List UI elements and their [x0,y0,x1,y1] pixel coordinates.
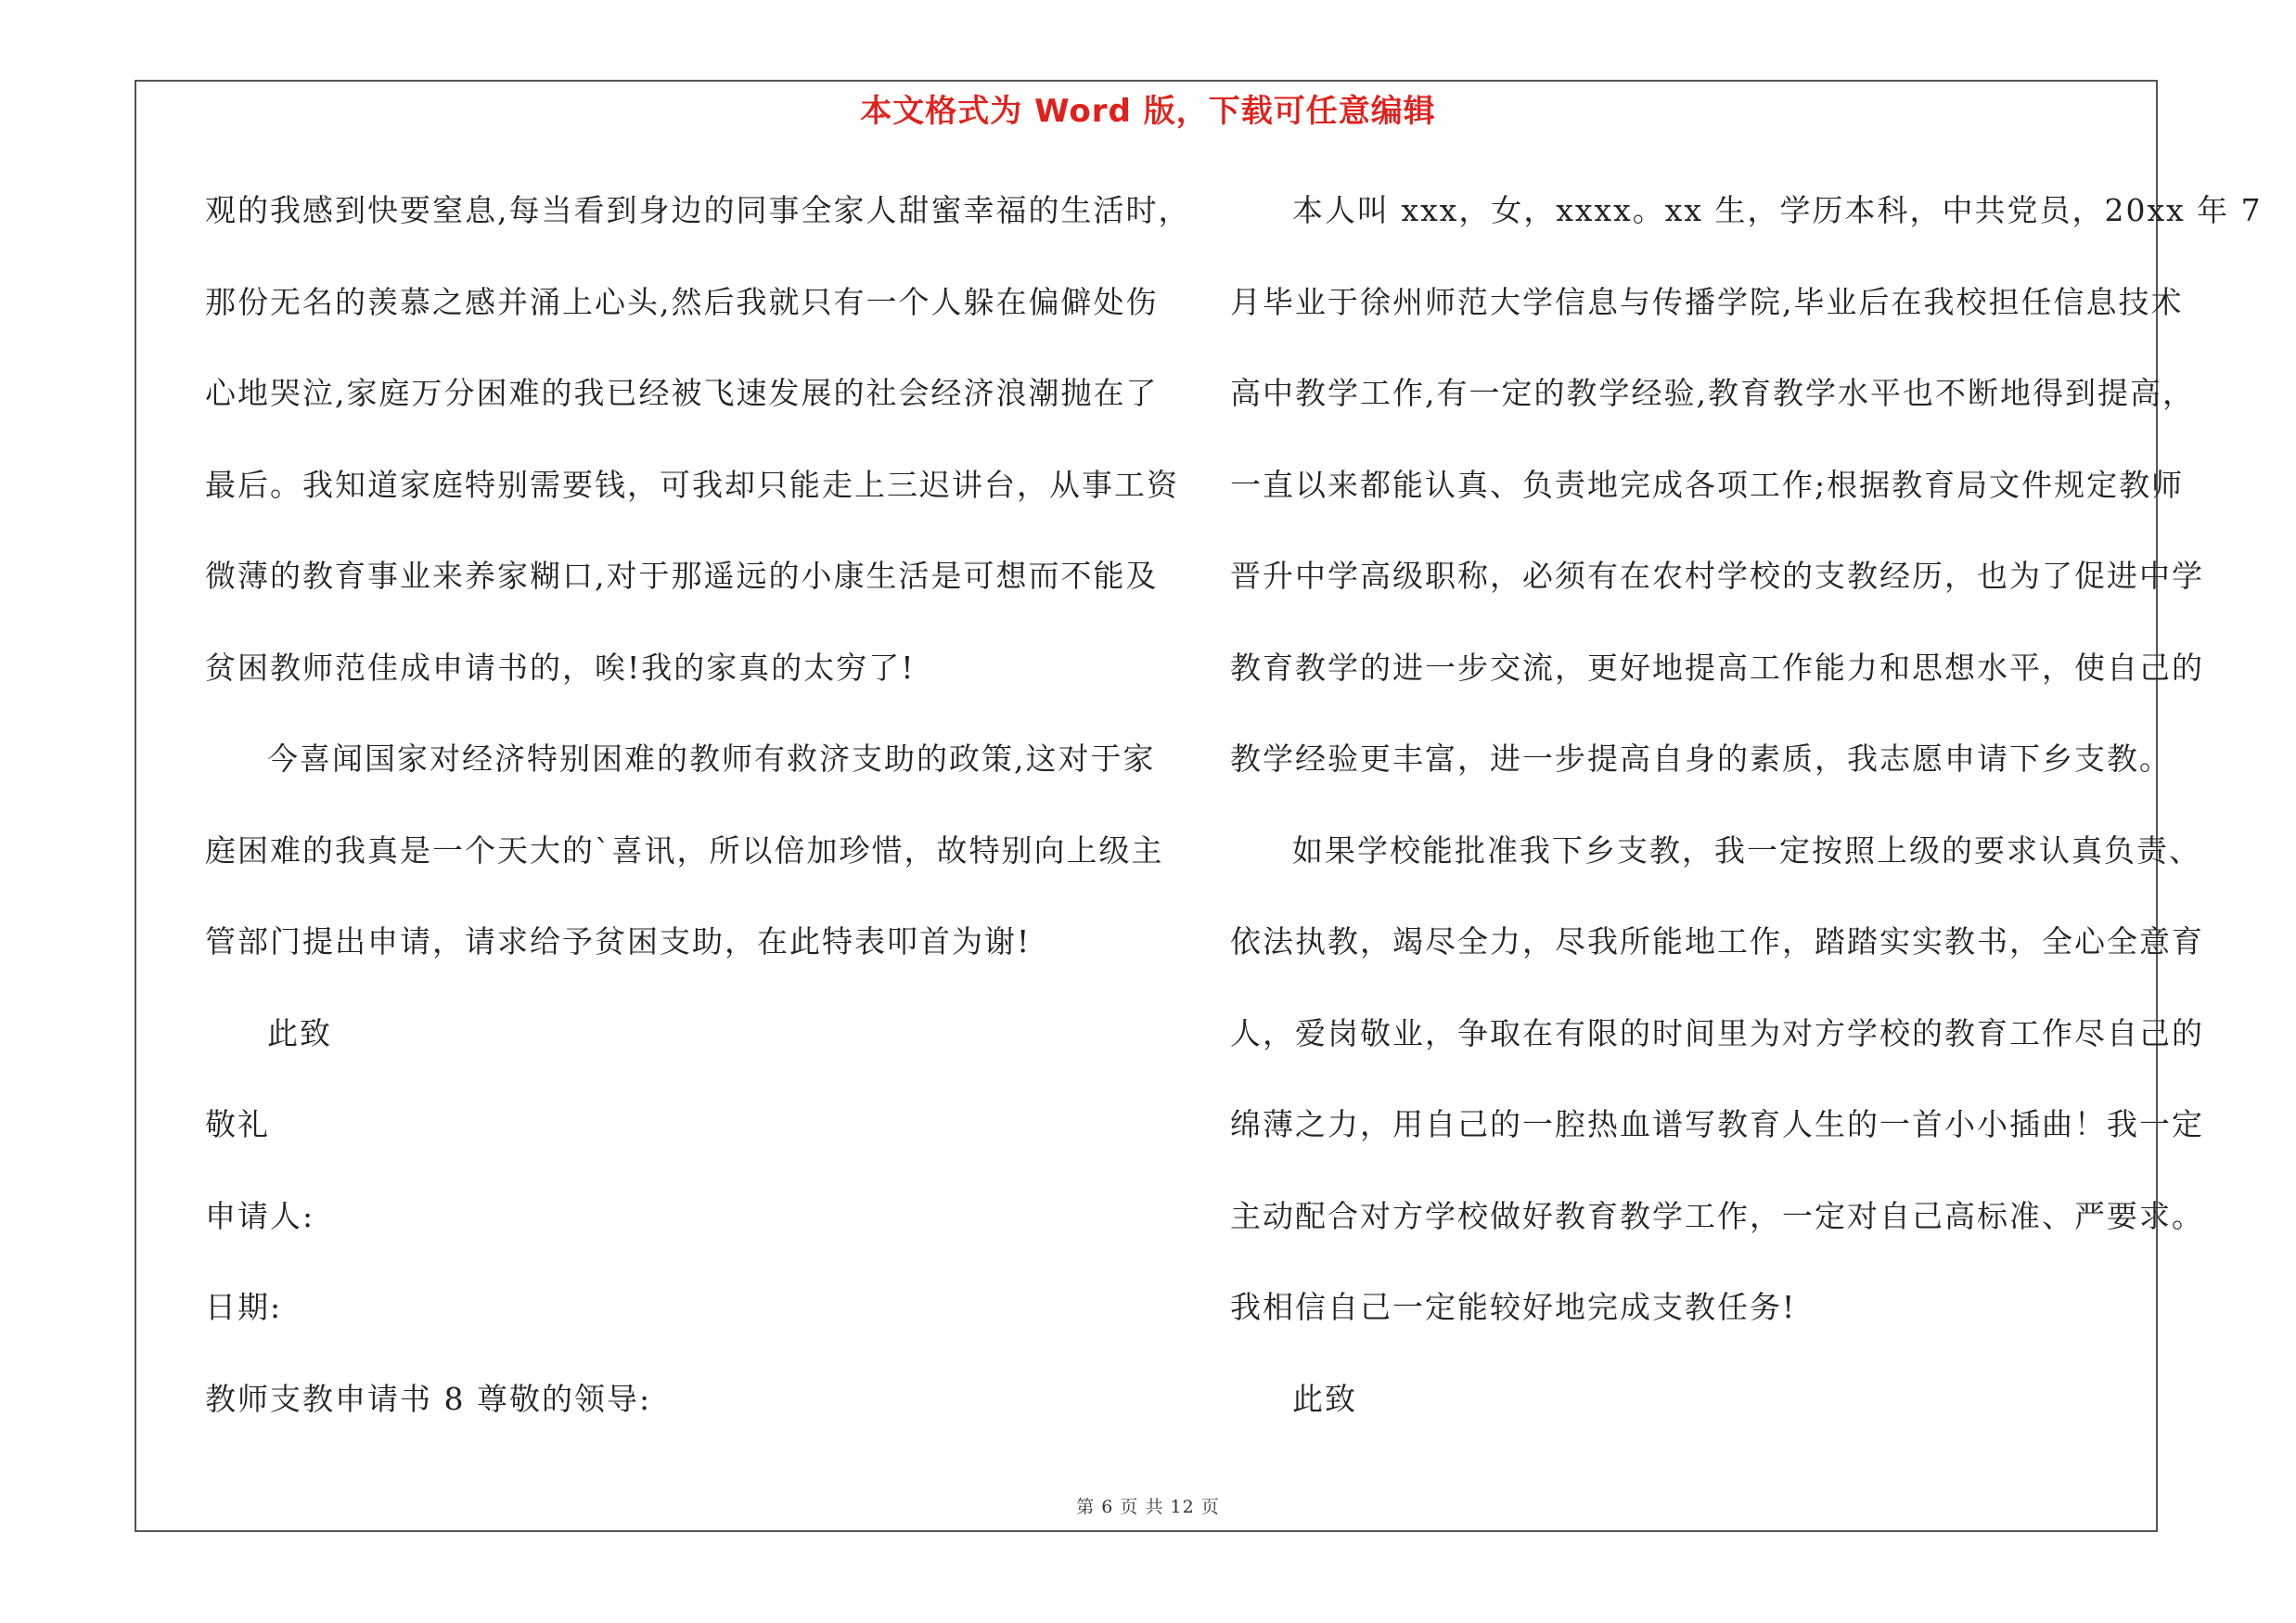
paragraph-line: 今喜闻国家对经济特别困难的教师有救济支助的政策,这对于家 [267,741,1156,777]
paragraph-line: 贫困教师范佳成申请书的，唉!我的家真的太穷了! [205,649,916,686]
paragraph-line: 主动配合对方学校做好教育教学工作，一定对自己高标准、严要求。 [1230,1197,2204,1234]
paragraph-line: 庭困难的我真是一个天大的`喜讯，所以倍加珍惜，故特别向上级主 [205,831,1164,869]
paragraph-line: 微薄的教育事业来养家糊口,对于那遥远的小康生活是可想而不能及 [205,558,1159,594]
paragraph-line: 心地哭泣,家庭万分困难的我已经被飞速发展的社会经济浪潮抛在了 [205,375,1159,411]
right-column [1230,165,2263,1445]
left-column [205,165,1191,1445]
paragraph-line: 教师支教申请书 8 尊敬的领导: [205,1380,652,1417]
paragraph-line: 那份无名的羡慕之感并涌上心头,然后我就只有一个人躲在偏僻处伤 [205,283,1159,320]
paragraph-line: 如果学校能批准我下乡支教，我一定按照上级的要求认真负责、 [1292,831,2201,869]
paragraph-line: 我相信自己一定能较好地完成支教任务! [1230,1289,1797,1325]
paragraph-line: 高中教学工作,有一定的教学经验,教育教学水平也不断地得到提高， [1230,375,2195,411]
format-banner: 本文格式为 Word 版，下载可任意编辑 [860,93,1436,130]
paragraph-line: 一直以来都能认真、负责地完成各项工作;根据教育局文件规定教师 [1230,466,2185,503]
paragraph-line: 最后。我知道家庭特别需要钱，可我却只能走上三迟讲台，从事工资 [205,466,1179,503]
paragraph-line: 教育教学的进一步交流，更好地提高工作能力和思想水平，使自己的 [1230,649,2204,686]
page-number-footer: 第 6 页 共 12 页 [1076,1497,1220,1517]
paragraph-line: 敬礼 [205,1106,270,1142]
paragraph-line: 申请人: [205,1197,315,1234]
paragraph-line: 本人叫 xxx，女，xxxx。xx 生，学历本科，中共党员，20xx 年 7 [1292,192,2263,228]
paragraph-line: 绵薄之力，用自己的一腔热血谱写教育人生的一首小小插曲！我一定 [1230,1106,2204,1142]
paragraph-line: 依法执教，竭尽全力，尽我所能地工作，踏踏实实教书，全心全意育 [1230,923,2204,960]
paragraph-line: 月毕业于徐州师范大学信息与传播学院,毕业后在我校担任信息技术 [1230,283,2184,320]
paragraph-line: 观的我感到快要窒息,每当看到身边的同事全家人甜蜜幸福的生活时， [205,192,1191,228]
paragraph-line: 日期: [205,1289,283,1325]
paragraph-line: 晋升中学高级职称，必须有在农村学校的支教经历，也为了促进中学 [1230,558,2204,594]
paragraph-line: 人，爱岗敬业，争取在有限的时间里为对方学校的教育工作尽自己的 [1230,1014,2204,1051]
paragraph-line: 教学经验更丰富，进一步提高自身的素质，我志愿申请下乡支教。 [1230,741,2172,777]
paragraph-line: 此致 [267,1014,332,1051]
paragraph-line: 此致 [1292,1380,1357,1417]
paragraph-line: 管部门提出申请，请求给予贫困支助，在此特表叩首为谢! [205,923,1032,960]
